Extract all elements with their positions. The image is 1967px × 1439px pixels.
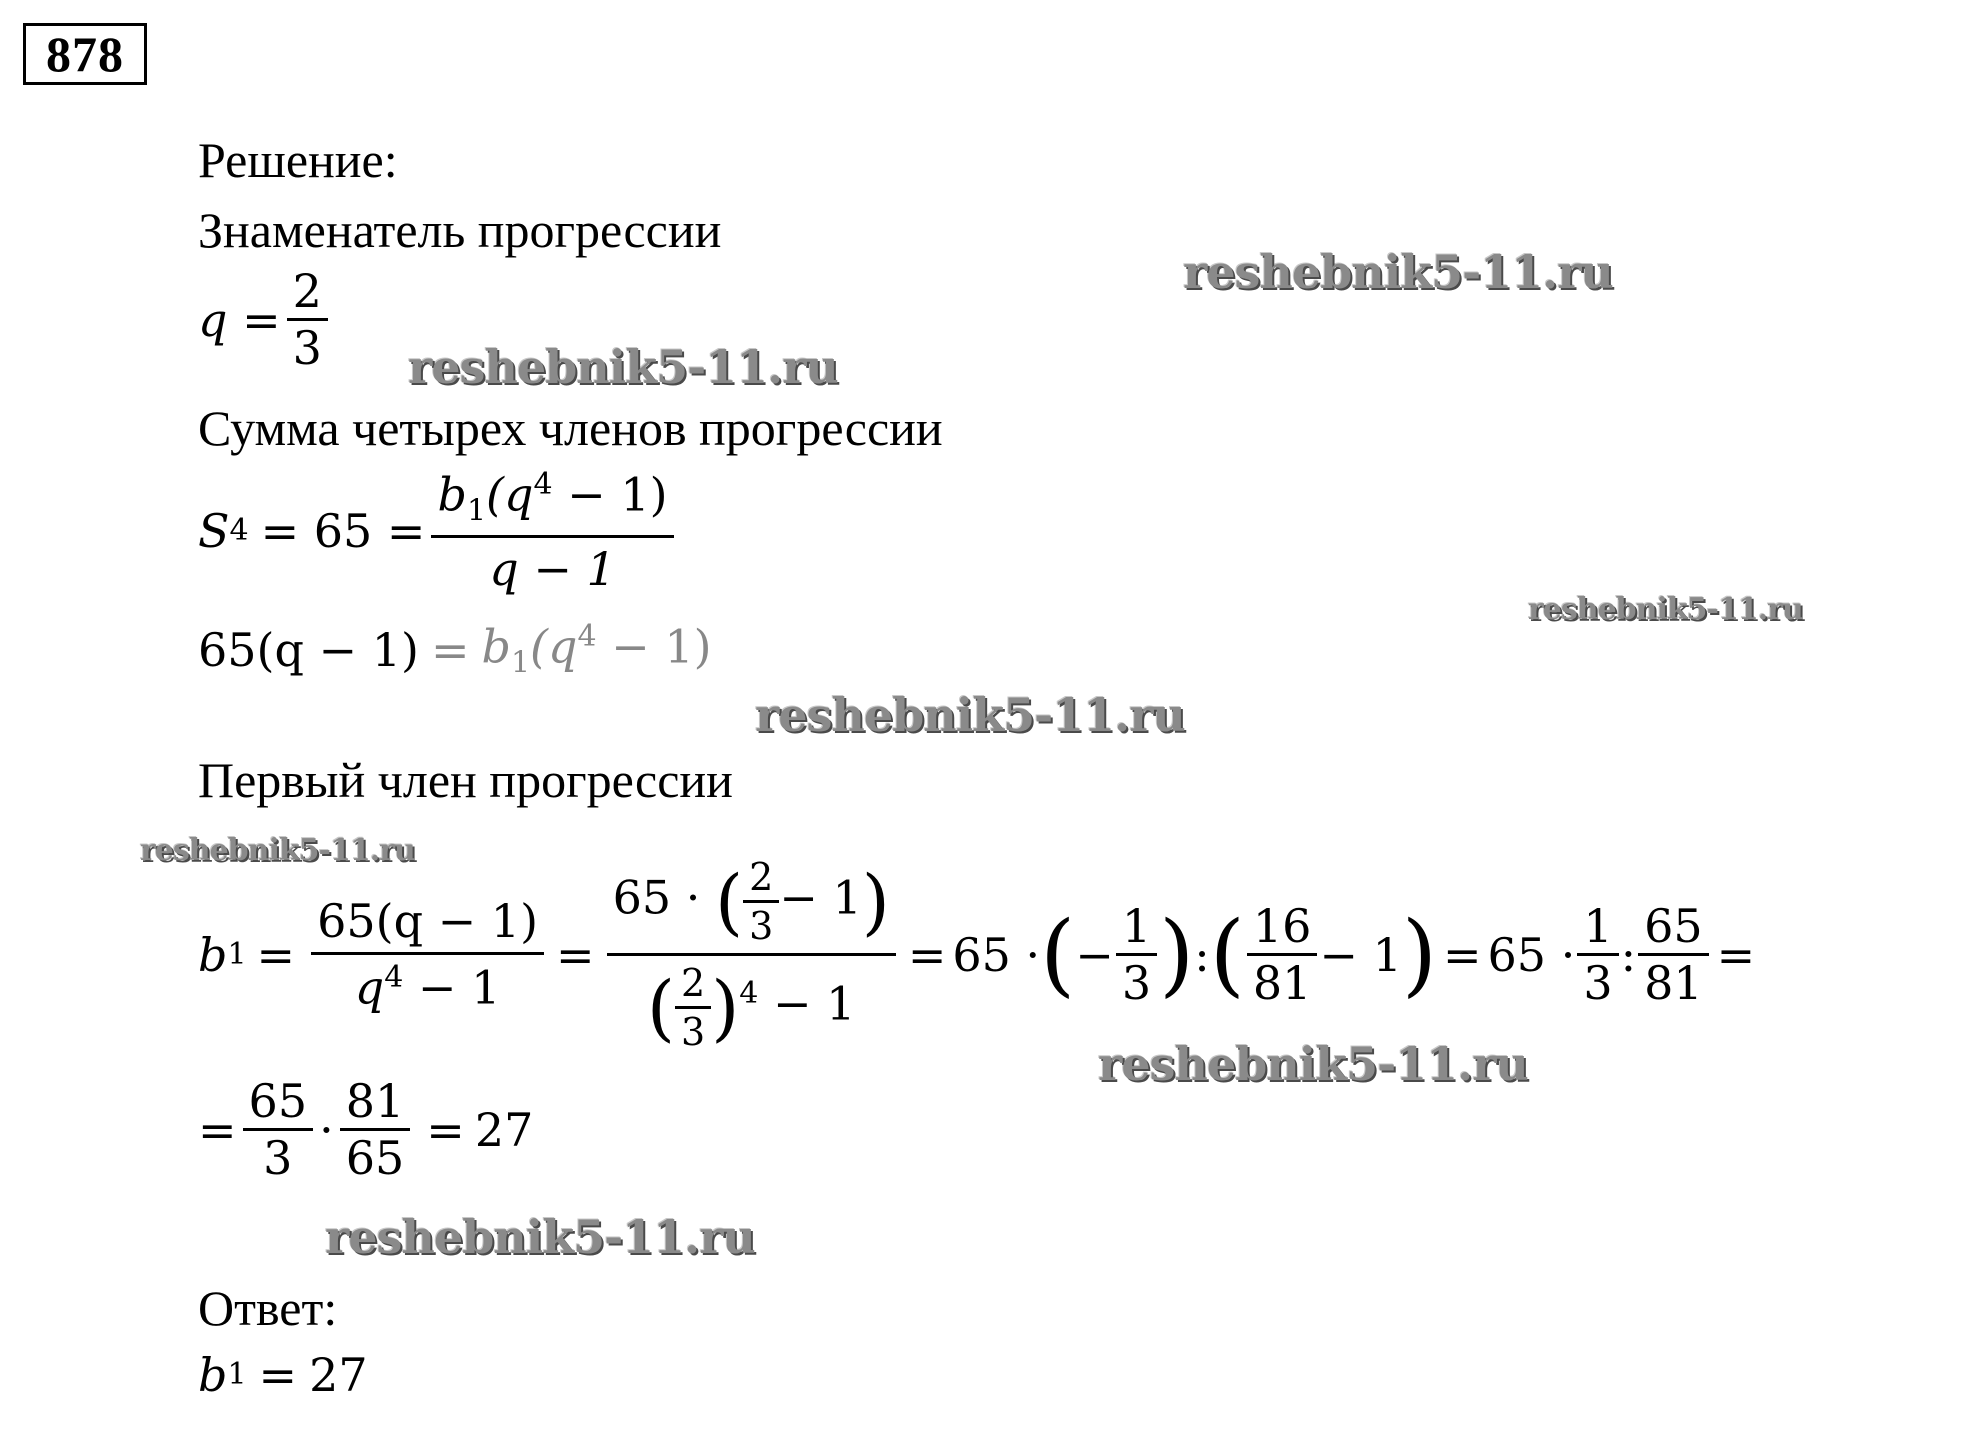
fraction-numerator: 2 bbox=[287, 268, 328, 321]
watermark: reshebnik5-11.ru bbox=[1098, 1037, 1528, 1091]
sum-numerator: $b_1(q^4 - 1)$ bbox=[431, 470, 673, 538]
sum-label: Сумма четырех членов прогрессии bbox=[198, 400, 943, 456]
sum-denominator: q − 1 bbox=[489, 541, 616, 596]
first-term-label: Первый член прогрессии bbox=[198, 752, 733, 808]
equals-65: = 65 = bbox=[260, 503, 426, 558]
answer-label: Ответ: bbox=[198, 1280, 338, 1336]
watermark: reshebnik5-11.ru bbox=[755, 688, 1185, 742]
fraction-denominator: 3 bbox=[292, 321, 322, 375]
problem-number: 878 bbox=[23, 23, 147, 85]
s-subscript: 4 bbox=[229, 512, 249, 548]
ratio-label: Знаменатель прогрессии bbox=[198, 202, 722, 258]
watermark: reshebnik5-11.ru bbox=[140, 833, 415, 868]
watermark: reshebnik5-11.ru bbox=[408, 340, 838, 394]
computed-result: 27 bbox=[474, 1102, 534, 1157]
equals: = bbox=[430, 623, 470, 678]
left-side: 65(q − 1) bbox=[198, 623, 419, 678]
b-symbol: b bbox=[198, 927, 228, 982]
sum-fraction bbox=[431, 467, 673, 596]
equation-line bbox=[198, 619, 712, 681]
s-symbol: S bbox=[198, 503, 230, 558]
frac-general: $\frac{65(q - 1)}{q^4 - 1}$ bbox=[311, 898, 544, 1010]
solution-label: Решение: bbox=[198, 132, 398, 188]
final-computation: = $\frac{65}{3}$ · $\frac{81}{65}$ = 27 bbox=[198, 1074, 534, 1185]
watermark: reshebnik5-11.ru bbox=[1183, 245, 1613, 299]
sum-formula bbox=[198, 467, 680, 596]
watermark: reshebnik5-11.ru bbox=[1528, 592, 1803, 627]
answer-formula: b 1 = 27 bbox=[198, 1348, 368, 1402]
answer-value: 27 bbox=[309, 1348, 368, 1402]
watermark: reshebnik5-11.ru bbox=[325, 1210, 755, 1264]
frac-substituted: 65 · ( $\frac{2}{3}$ − 1) ( $\frac{2}{3}$ )$^4$ − 1 bbox=[607, 858, 896, 1051]
right-side: $b_1(q^4 - 1)$ bbox=[481, 619, 712, 681]
two-thirds-fraction bbox=[287, 264, 328, 375]
first-term-formula: b 1 = $\frac{65(q - 1)}{q^4 - 1}$ = 65 · ( $\frac{2}{3}$ − 1) ( $\frac{2}{3}$ )$^4$ − 1 = 65 · ( − $\frac{1}{3}$ ) : ( $\frac{16}{81}$ − 1 ) = 65 · $\frac{1}{3}$ : $\frac{65}{81}$ = bbox=[198, 855, 1756, 1054]
q-symbol: q = bbox=[198, 292, 281, 347]
ratio-formula bbox=[198, 264, 334, 375]
